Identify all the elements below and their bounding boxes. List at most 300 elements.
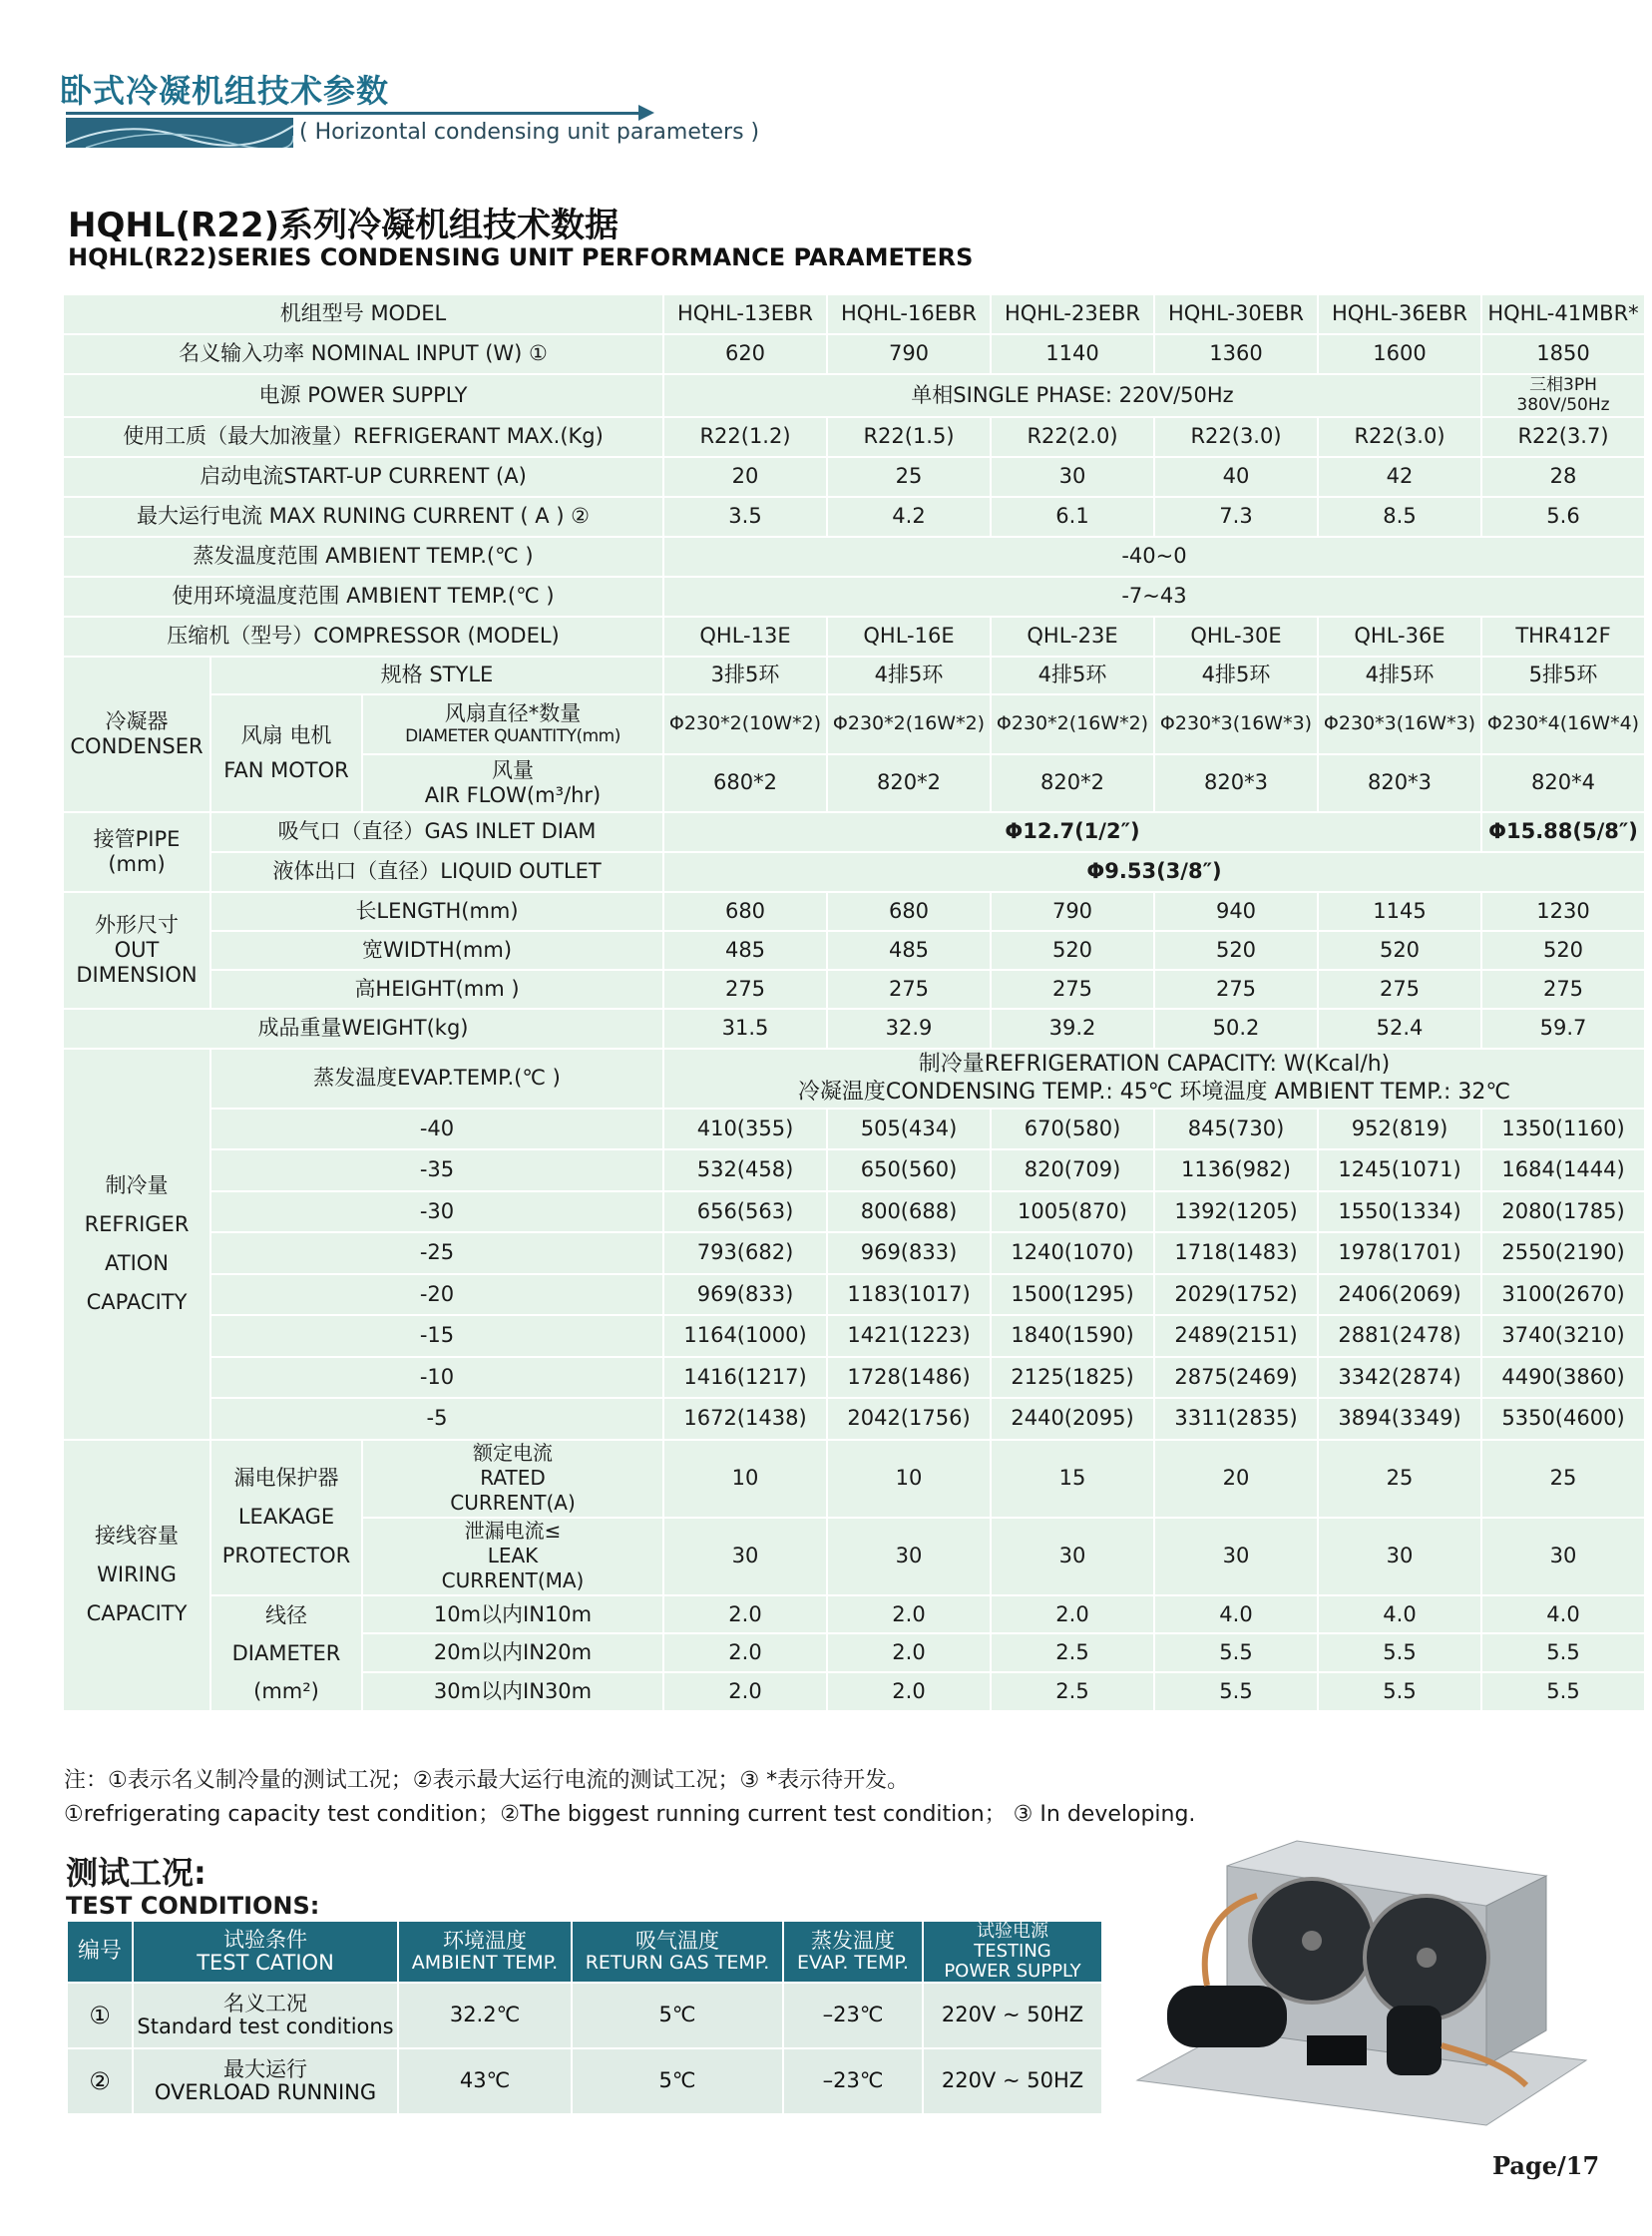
- d10-3: 2.0: [991, 1595, 1154, 1634]
- wiring-side-1: 接线容量: [95, 1524, 179, 1549]
- cap-value: 952(819): [1318, 1109, 1481, 1150]
- d20-label: 20m以内IN20m: [362, 1633, 663, 1672]
- test-evap: –23℃: [783, 2048, 923, 2114]
- test-condition: [133, 1983, 398, 2048]
- cap-value: 800(688): [827, 1191, 991, 1233]
- d20-1: 2.0: [663, 1633, 827, 1672]
- th-pow-cn: 试验电源: [977, 1921, 1048, 1943]
- airflow-label: [362, 754, 663, 812]
- th-cond-en: TEST CATION: [197, 1951, 334, 1975]
- evap-range-value: -40~0: [663, 537, 1645, 577]
- d20-2: 2.0: [827, 1633, 991, 1672]
- th-ret-en: RETURN GAS TEMP.: [585, 1952, 770, 1975]
- th-evap: [783, 1921, 923, 1983]
- weight-1: 31.5: [663, 1009, 827, 1049]
- d30-4: 5.5: [1154, 1672, 1318, 1711]
- rated-6: 25: [1481, 1440, 1645, 1518]
- row-liquid-outlet: [63, 852, 1645, 892]
- liquid-label: 液体出口（直径）LIQUID OUTLET: [210, 852, 663, 892]
- wiring-side-3: CAPACITY: [86, 1601, 188, 1626]
- test-cond-cn: 名义工况: [223, 1991, 307, 2015]
- th-cond-cn: 试验条件: [223, 1927, 307, 1952]
- cap-temp: -30: [210, 1191, 663, 1233]
- input-4: 1360: [1154, 334, 1318, 374]
- cap-value: 4490(3860): [1481, 1357, 1645, 1399]
- th-power: [923, 1921, 1102, 1983]
- airflow-4: 820*3: [1154, 754, 1318, 812]
- maxrun-1: 3.5: [663, 497, 827, 537]
- section-title-cn: HQHL(R22)系列冷凝机组技术数据: [68, 206, 620, 245]
- dia-qty-3: Φ230*2(16W*2): [991, 694, 1154, 754]
- row-compressor: [63, 617, 1645, 657]
- d30-5: 5.5: [1318, 1672, 1481, 1711]
- cap-value: 1350(1160): [1481, 1109, 1645, 1150]
- d30-1: 2.0: [663, 1672, 827, 1711]
- cap-value: 2029(1752): [1154, 1274, 1318, 1316]
- maxrun-2: 4.2: [827, 497, 991, 537]
- test-return: 5℃: [572, 1983, 783, 2048]
- receiver-tank-icon: [1387, 2006, 1442, 2075]
- startup-6: 28: [1481, 457, 1645, 497]
- weight-4: 50.2: [1154, 1009, 1318, 1049]
- input-5: 1600: [1318, 334, 1481, 374]
- d10-4: 4.0: [1154, 1595, 1318, 1634]
- note-cn: 注：①表示名义制冷量的测试工况；②表示最大运行电流的测试工况；③ *表示待开发。: [64, 1768, 910, 1793]
- capacity-side-label: [63, 1049, 210, 1440]
- length-1: 680: [663, 892, 827, 931]
- dia-qty-4: Φ230*3(16W*3): [1154, 694, 1318, 754]
- cap-side-2: REFRIGER: [84, 1211, 190, 1236]
- width-6: 520: [1481, 931, 1645, 970]
- condensing-unit-photo: [1127, 1836, 1596, 2135]
- th-ret-cn: 吸气温度: [635, 1929, 719, 1953]
- pipe-label: [63, 812, 210, 892]
- condenser-cn: 冷凝器: [105, 708, 169, 733]
- refrig-6: R22(3.7): [1481, 417, 1645, 457]
- leakc-l1: 泄漏电流≤: [464, 1519, 562, 1544]
- test-row-1: [67, 1983, 1102, 2048]
- power-single: 单相SINGLE PHASE: 220V/50Hz: [663, 374, 1481, 417]
- model-6: HQHL-41MBR*: [1481, 294, 1645, 334]
- height-1: 275: [663, 970, 827, 1009]
- cap-temp: -5: [210, 1398, 663, 1440]
- rated-1: 10: [663, 1440, 827, 1518]
- cap-value: 5350(4600): [1481, 1398, 1645, 1440]
- diameter-label: [210, 1595, 362, 1711]
- cap-value: 969(833): [827, 1232, 991, 1274]
- cap-value: 1672(1438): [663, 1398, 827, 1440]
- leakc-5: 30: [1318, 1518, 1481, 1595]
- leakc-1: 30: [663, 1518, 827, 1595]
- airflow-5: 820*3: [1318, 754, 1481, 812]
- leakc-3: 30: [991, 1518, 1154, 1595]
- cap-value: 3894(3349): [1318, 1398, 1481, 1440]
- length-3: 790: [991, 892, 1154, 931]
- cap-value: 1392(1205): [1154, 1191, 1318, 1233]
- startup-label: 启动电流START-UP CURRENT (A): [63, 457, 663, 497]
- cap-value: 1728(1486): [827, 1357, 991, 1399]
- maxrun-3: 6.1: [991, 497, 1154, 537]
- cap-value: 2550(2190): [1481, 1232, 1645, 1274]
- dim-en2: DIMENSION: [76, 962, 198, 987]
- airflow-cn: 风量: [492, 757, 534, 782]
- style-label: 规格 STYLE: [210, 657, 663, 694]
- cap-side-1: 制冷量: [105, 1172, 169, 1197]
- style-2: 4排5环: [827, 657, 991, 694]
- d20-4: 5.5: [1154, 1633, 1318, 1672]
- cap-value: 820(709): [991, 1149, 1154, 1191]
- startup-3: 30: [991, 457, 1154, 497]
- row-height: [63, 970, 1645, 1009]
- maxrun-5: 8.5: [1318, 497, 1481, 537]
- test-conditions-table: [66, 1920, 1103, 2115]
- page-number: Page/17: [1492, 2151, 1600, 2180]
- row-power: [63, 374, 1645, 417]
- model-5: HQHL-36EBR: [1318, 294, 1481, 334]
- airflow-6: 820*4: [1481, 754, 1645, 812]
- amb-range-value: -7~43: [663, 577, 1645, 617]
- maxrun-6: 5.6: [1481, 497, 1645, 537]
- length-6: 1230: [1481, 892, 1645, 931]
- cap-value: 845(730): [1154, 1109, 1318, 1150]
- row-startup: [63, 457, 1645, 497]
- th-amb-cn: 环境温度: [443, 1929, 527, 1953]
- power-label: 电源 POWER SUPPLY: [63, 374, 663, 417]
- capacity-header: [663, 1049, 1645, 1109]
- row-cap-25: [63, 1232, 1645, 1274]
- note-en: ①refrigerating capacity test condition；②The biggest running current test condition； ③ In developing.: [64, 1802, 1196, 1827]
- test-evap: –23℃: [783, 1983, 923, 2048]
- th-evap-en: EVAP. TEMP.: [797, 1952, 909, 1975]
- refrig-5: R22(3.0): [1318, 417, 1481, 457]
- row-rated-current: [63, 1440, 1645, 1518]
- startup-2: 25: [827, 457, 991, 497]
- test-power: 220V ~ 50HZ: [923, 1983, 1102, 2048]
- test-no: ②: [67, 2048, 133, 2114]
- row-dia-qty: [63, 694, 1645, 754]
- input-label: 名义输入功率 NOMINAL INPUT (W) ①: [63, 334, 663, 374]
- cap-value: 410(355): [663, 1109, 827, 1150]
- cap-value: 1978(1701): [1318, 1232, 1481, 1274]
- cap-value: 3100(2670): [1481, 1274, 1645, 1316]
- leak-current-label: [362, 1518, 663, 1595]
- leakc-6: 30: [1481, 1518, 1645, 1595]
- rated-l3: CURRENT(A): [450, 1491, 576, 1516]
- test-header-row: [67, 1921, 1102, 1983]
- th-no: 编号: [67, 1921, 133, 1983]
- d30-2: 2.0: [827, 1672, 991, 1711]
- diam-side-1: 线径: [265, 1602, 307, 1627]
- style-1: 3排5环: [663, 657, 827, 694]
- airflow-en: AIR FLOW(m³/hr): [424, 782, 602, 807]
- cap-head-1: 制冷量REFRIGERATION CAPACITY: W(Kcal/h): [918, 1052, 1391, 1078]
- style-5: 4排5环: [1318, 657, 1481, 694]
- compressor-icon: [1167, 1986, 1287, 2047]
- housing-side: [1486, 1876, 1546, 2065]
- d20-5: 5.5: [1318, 1633, 1481, 1672]
- test-ambient: 43℃: [398, 2048, 572, 2114]
- cap-temp: -15: [210, 1315, 663, 1357]
- fan-motor-label: [210, 694, 362, 812]
- length-label: 长LENGTH(mm): [210, 892, 663, 931]
- d10-1: 2.0: [663, 1595, 827, 1634]
- d20-6: 5.5: [1481, 1633, 1645, 1672]
- rated-5: 25: [1318, 1440, 1481, 1518]
- length-2: 680: [827, 892, 991, 931]
- d20-3: 2.5: [991, 1633, 1154, 1672]
- test-return: 5℃: [572, 2048, 783, 2114]
- test-cond-en: OVERLOAD RUNNING: [154, 2080, 377, 2104]
- cap-value: 1164(1000): [663, 1315, 827, 1357]
- width-4: 520: [1154, 931, 1318, 970]
- row-cap-30: [63, 1191, 1645, 1233]
- cap-value: 2042(1756): [827, 1398, 991, 1440]
- cap-value: 3342(2874): [1318, 1357, 1481, 1399]
- length-5: 1145: [1318, 892, 1481, 931]
- th-return: [572, 1921, 783, 1983]
- cap-value: 656(563): [663, 1191, 827, 1233]
- diam-side-3: (mm²): [253, 1678, 319, 1703]
- th-pow-en1: TESTING: [974, 1941, 1051, 1963]
- arrow-right-icon: [638, 105, 654, 121]
- cap-value: 670(580): [991, 1109, 1154, 1150]
- rated-l1: 额定电流: [473, 1441, 553, 1466]
- cap-temp: -35: [210, 1149, 663, 1191]
- maxrun-label: 最大运行电流 MAX RUNING CURRENT ( A ) ②: [63, 497, 663, 537]
- dim-cn: 外形尺寸: [95, 912, 179, 937]
- row-gas-inlet: [63, 812, 1645, 852]
- model-3: HQHL-23EBR: [991, 294, 1154, 334]
- weight-5: 52.4: [1318, 1009, 1481, 1049]
- width-1: 485: [663, 931, 827, 970]
- comp-6: THR412F: [1481, 617, 1645, 657]
- header-decor-bar: [66, 118, 293, 148]
- d30-3: 2.5: [991, 1672, 1154, 1711]
- th-evap-cn: 蒸发温度: [811, 1929, 895, 1953]
- height-6: 275: [1481, 970, 1645, 1009]
- diam-side-2: DIAMETER: [231, 1640, 341, 1665]
- width-2: 485: [827, 931, 991, 970]
- leakage-protector-label: [210, 1440, 362, 1595]
- input-6: 1850: [1481, 334, 1645, 374]
- cap-value: 969(833): [663, 1274, 827, 1316]
- startup-5: 42: [1318, 457, 1481, 497]
- junction-box-icon: [1307, 2035, 1367, 2065]
- leakc-2: 30: [827, 1518, 991, 1595]
- rated-2: 10: [827, 1440, 991, 1518]
- wiring-side-2: WIRING: [97, 1563, 177, 1587]
- row-model: [63, 294, 1645, 334]
- th-condition: [133, 1921, 398, 1983]
- dia-qty-label: [362, 694, 663, 754]
- width-label: 宽WIDTH(mm): [210, 931, 663, 970]
- row-cap-40: [63, 1109, 1645, 1150]
- leakc-l3: CURRENT(MA): [441, 1568, 585, 1593]
- row-cap-35: [63, 1149, 1645, 1191]
- test-power: 220V ~ 50HZ: [923, 2048, 1102, 2114]
- weight-6: 59.7: [1481, 1009, 1645, 1049]
- dia-qty-5: Φ230*3(16W*3): [1318, 694, 1481, 754]
- cap-temp: -25: [210, 1232, 663, 1274]
- dia-qty-cn: 风扇直径*数量: [444, 700, 582, 725]
- rated-4: 20: [1154, 1440, 1318, 1518]
- test-row-2: [67, 2048, 1102, 2114]
- comp-1: QHL-13E: [663, 617, 827, 657]
- d10-5: 4.0: [1318, 1595, 1481, 1634]
- cap-value: 1240(1070): [991, 1232, 1154, 1274]
- d30-label: 30m以内IN30m: [362, 1672, 663, 1711]
- airflow-3: 820*2: [991, 754, 1154, 812]
- row-cap-5: [63, 1398, 1645, 1440]
- cap-value: 1421(1223): [827, 1315, 991, 1357]
- weight-label: 成品重量WEIGHT(kg): [63, 1009, 663, 1049]
- style-6: 5排5环: [1481, 657, 1645, 694]
- evap-temp-label: 蒸发温度EVAP.TEMP.(℃ ): [210, 1049, 663, 1109]
- cap-value: 3311(2835): [1154, 1398, 1318, 1440]
- cap-value: 1005(870): [991, 1191, 1154, 1233]
- maxrun-4: 7.3: [1154, 497, 1318, 537]
- test-no: ①: [67, 1983, 133, 2048]
- wave-decor-icon: [66, 118, 293, 148]
- cap-value: 2125(1825): [991, 1357, 1154, 1399]
- cap-temp: -40: [210, 1109, 663, 1150]
- height-3: 275: [991, 970, 1154, 1009]
- cap-value: 1550(1334): [1318, 1191, 1481, 1233]
- cap-value: 2881(2478): [1318, 1315, 1481, 1357]
- width-3: 520: [991, 931, 1154, 970]
- row-maxrun: [63, 497, 1645, 537]
- pipe-cn: 接管PIPE: [93, 826, 181, 851]
- cap-value: 1840(1590): [991, 1315, 1154, 1357]
- cap-value: 2080(1785): [1481, 1191, 1645, 1233]
- cap-value: 2875(2469): [1154, 1357, 1318, 1399]
- power-three: 三相3PH 380V/50Hz: [1481, 374, 1645, 417]
- model-2: HQHL-16EBR: [827, 294, 991, 334]
- row-style: [63, 657, 1645, 694]
- style-3: 4排5环: [991, 657, 1154, 694]
- cap-side-4: CAPACITY: [86, 1289, 188, 1314]
- test-title-en: TEST CONDITIONS:: [66, 1892, 320, 1920]
- row-cap-20: [63, 1274, 1645, 1316]
- pipe-en: (mm): [108, 851, 166, 876]
- cap-value: 650(560): [827, 1149, 991, 1191]
- airflow-2: 820*2: [827, 754, 991, 812]
- gas-value-b: Φ15.88(5/8″): [1481, 812, 1645, 852]
- width-5: 520: [1318, 931, 1481, 970]
- row-capacity-header: [63, 1049, 1645, 1109]
- test-title-cn: 测试工况:: [66, 1854, 206, 1892]
- header-divider: [66, 112, 644, 115]
- cap-value: 1136(982): [1154, 1149, 1318, 1191]
- test-ambient: 32.2℃: [398, 1983, 572, 2048]
- cap-value: 2440(2095): [991, 1398, 1154, 1440]
- startup-4: 40: [1154, 457, 1318, 497]
- row-diam-10: [63, 1595, 1645, 1634]
- d10-label: 10m以内IN10m: [362, 1595, 663, 1634]
- row-amb-range: [63, 577, 1645, 617]
- header-title-cn: 卧式冷凝机组技术参数: [60, 72, 390, 110]
- fan-2-hub: [1417, 1948, 1437, 1968]
- cap-temp: -10: [210, 1357, 663, 1399]
- dia-qty-2: Φ230*2(16W*2): [827, 694, 991, 754]
- d10-2: 2.0: [827, 1595, 991, 1634]
- refrig-2: R22(1.5): [827, 417, 991, 457]
- dia-qty-en: DIAMETER QUANTITY(mm): [405, 726, 620, 747]
- leakc-l2: LEAK: [487, 1544, 539, 1568]
- height-2: 275: [827, 970, 991, 1009]
- weight-3: 39.2: [991, 1009, 1154, 1049]
- row-weight: [63, 1009, 1645, 1049]
- comp-2: QHL-16E: [827, 617, 991, 657]
- length-4: 940: [1154, 892, 1318, 931]
- th-amb-en: AMBIENT TEMP.: [411, 1952, 559, 1975]
- dia-qty-6: Φ230*4(16W*4): [1481, 694, 1645, 754]
- input-1: 620: [663, 334, 827, 374]
- row-cap-15: [63, 1315, 1645, 1357]
- test-cond-en: Standard test conditions: [137, 2014, 394, 2038]
- cap-side-3: ATION: [105, 1250, 169, 1275]
- liquid-value: Φ9.53(3/8″): [663, 852, 1645, 892]
- row-input: [63, 334, 1645, 374]
- comp-3: QHL-23E: [991, 617, 1154, 657]
- rated-3: 15: [991, 1440, 1154, 1518]
- model-1: HQHL-13EBR: [663, 294, 827, 334]
- test-condition: [133, 2048, 398, 2114]
- gas-label: 吸气口（直径）GAS INLET DIAM: [210, 812, 663, 852]
- th-ambient: [398, 1921, 572, 1983]
- section-title-en: HQHL(R22)SERIES CONDENSING UNIT PERFORMANCE PARAMETERS: [68, 243, 974, 271]
- cap-value: 793(682): [663, 1232, 827, 1274]
- height-label: 高HEIGHT(mm ): [210, 970, 663, 1009]
- cap-value: 2406(2069): [1318, 1274, 1481, 1316]
- row-evap-range: [63, 537, 1645, 577]
- dim-en1: OUT: [114, 937, 160, 962]
- th-pow-en2: POWER SUPPLY: [944, 1960, 1081, 1982]
- airflow-1: 680*2: [663, 754, 827, 812]
- header-title-en: ( Horizontal condensing unit parameters ): [299, 120, 760, 145]
- test-cond-cn: 最大运行: [223, 2056, 307, 2081]
- rated-current-label: [362, 1440, 663, 1518]
- refrig-label: 使用工质（最大加液量）REFRIGERANT MAX.(Kg): [63, 417, 663, 457]
- cap-value: 1245(1071): [1318, 1149, 1481, 1191]
- fan-1-hub: [1302, 1931, 1322, 1951]
- cap-value: 2489(2151): [1154, 1315, 1318, 1357]
- leakc-4: 30: [1154, 1518, 1318, 1595]
- amb-range-label: 使用环境温度范围 AMBIENT TEMP.(℃ ): [63, 577, 663, 617]
- leak-side-2: LEAKAGE: [237, 1505, 335, 1530]
- dimension-label: [63, 892, 210, 1009]
- cap-value: 1416(1217): [663, 1357, 827, 1399]
- cap-value: 3740(3210): [1481, 1315, 1645, 1357]
- fan-cn: 风扇 电机: [240, 722, 332, 747]
- wiring-side-label: [63, 1440, 210, 1711]
- input-2: 790: [827, 334, 991, 374]
- row-width: [63, 931, 1645, 970]
- cap-value: 1718(1483): [1154, 1232, 1318, 1274]
- leak-side-3: PROTECTOR: [221, 1544, 351, 1568]
- refrig-4: R22(3.0): [1154, 417, 1318, 457]
- cap-value: 1684(1444): [1481, 1149, 1645, 1191]
- cap-value: 532(458): [663, 1149, 827, 1191]
- d10-6: 4.0: [1481, 1595, 1645, 1634]
- rated-l2: RATED: [480, 1466, 546, 1491]
- row-refrigerant: [63, 417, 1645, 457]
- cap-value: 1183(1017): [827, 1274, 991, 1316]
- height-4: 275: [1154, 970, 1318, 1009]
- gas-value-a: Φ12.7(1/2″): [663, 812, 1481, 852]
- comp-5: QHL-36E: [1318, 617, 1481, 657]
- weight-2: 32.9: [827, 1009, 991, 1049]
